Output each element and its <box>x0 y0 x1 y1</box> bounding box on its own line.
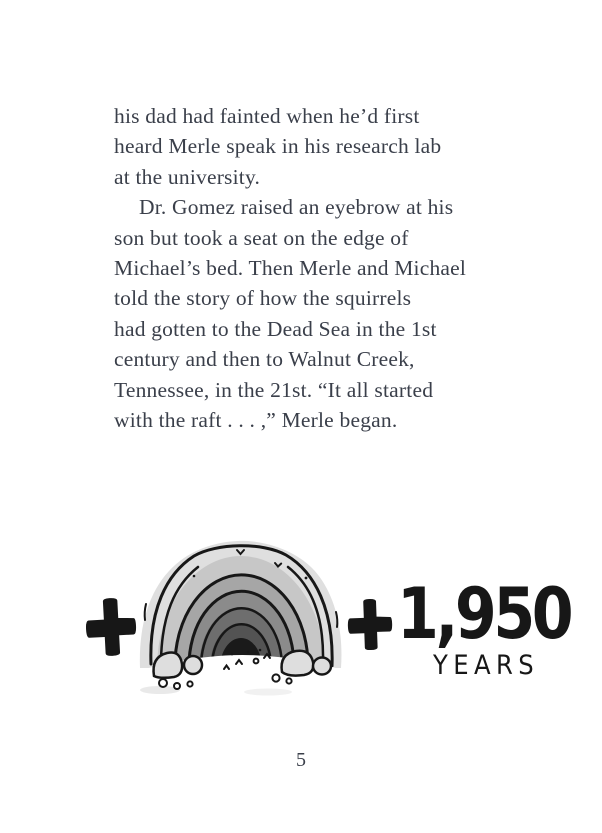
story-line: century and then to Walnut Creek, <box>114 347 415 372</box>
story-line: Michael’s bed. Then Merle and Michael <box>114 256 467 281</box>
story-text <box>114 101 534 435</box>
story-line: told the story of how the squirrels <box>114 286 412 311</box>
cave-speck <box>305 577 308 580</box>
story-line: Tennessee, in the 21st. “It all started <box>114 377 434 402</box>
story-line: son but took a seat on the edge of <box>114 225 409 250</box>
years-number: 1,950 <box>397 573 571 655</box>
years-unit: YEARS <box>433 650 540 681</box>
cave-illustration <box>136 540 348 696</box>
story-line: at the university. <box>114 164 261 189</box>
page-number: 5 <box>296 749 306 771</box>
story-line: with the raft . . . ,” Merle began. <box>114 408 398 433</box>
story-line: his dad had fainted when he’d first <box>114 104 420 128</box>
plus-icon <box>83 595 138 660</box>
plus-icon <box>346 596 394 653</box>
story-line: had gotten to the Dead Sea in the 1st <box>114 316 437 341</box>
cave-ground-dot <box>231 653 234 656</box>
story-line: Dr. Gomez raised an eyebrow at his <box>139 195 454 220</box>
cave-ground-dot <box>247 651 250 654</box>
story-line: heard Merle speak in his research lab <box>114 134 442 159</box>
plus-shape <box>347 598 393 651</box>
plus-shape <box>84 597 137 657</box>
years-caption <box>397 573 597 681</box>
ground-shadow <box>244 689 292 696</box>
cave-ground-dot <box>259 649 262 652</box>
cave-speck <box>193 575 196 578</box>
